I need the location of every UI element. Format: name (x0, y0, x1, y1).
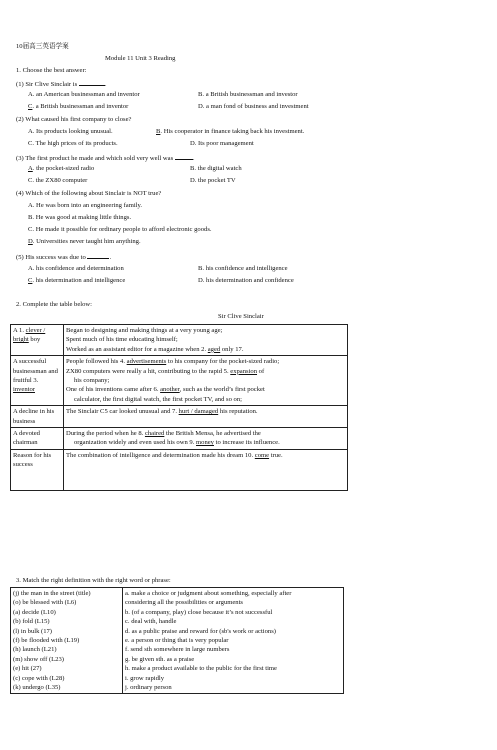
list-item: f. send sth somewhere in large numbers (125, 646, 230, 654)
question-4-option-a: A. He was born into an engineering family. (28, 202, 143, 209)
list-item: (e) hit (27) (13, 665, 42, 673)
table-row (11, 356, 348, 406)
row-label: A devoted chairman (11, 428, 64, 450)
row-content: Began to designing and making things at a very young age; Spent much of his time educating himself; Worked as an assistant editor for a magazine when 2. aged only 17. (64, 325, 348, 356)
filled-answer: advertisements (126, 358, 167, 366)
table-row (11, 588, 344, 694)
question-1-option-b: B. a British businessman and investor (198, 91, 298, 98)
list-item: (c) cope with (L28) (13, 674, 65, 682)
row-content: During the period when he 8. chaired the British Mensa, he advertised the organization widely and even used his own 9. money to increase its influence. (64, 428, 348, 450)
list-item: (a) decide (L10) (13, 608, 56, 616)
table-row (11, 325, 348, 356)
question-2-option-c: C. The high prices of its products. (28, 140, 118, 147)
question-5-option-d: D. his determination and confidence (198, 277, 294, 284)
row-label: Reason for his success (11, 449, 64, 490)
row-label: A successful businessman and fruitful 3. inventor (11, 356, 64, 406)
question-2-option-b: B. His cooperator in finance taking back his investment. (156, 128, 305, 135)
question-2-stem: (2) What caused his first company to close? (16, 116, 132, 123)
question-3-option-c: C. the ZX80 computer (28, 177, 88, 184)
list-item: j. ordinary person (125, 684, 172, 692)
filled-answer: money (196, 439, 214, 447)
filled-answer: expansion (230, 367, 258, 375)
table-row (11, 406, 348, 428)
answer-blank (175, 154, 193, 160)
list-item: (o) be blessed with (L6) (13, 599, 77, 607)
list-item: (f) be flooded with (L19) (13, 637, 80, 645)
filled-answer: hurt / damaged (178, 408, 219, 416)
matching-table (10, 587, 344, 694)
question-1-stem: (1) Sir Clive Sinclair is . (16, 81, 107, 88)
table-row (11, 428, 348, 450)
question-4-option-c: C. He made it possible for ordinary people to afford electronic goods. (28, 226, 212, 233)
word-column (11, 588, 123, 694)
list-item: i. grow rapidly (125, 674, 165, 682)
question-5-option-c: C. his determination and intelligence (28, 277, 126, 284)
list-item: e. a person or thing that is very popular (125, 637, 229, 645)
question-5-stem: (5) His success was due to . (16, 254, 112, 261)
answer-blank (79, 80, 105, 86)
list-item: b. (of a company, play) close because it’s not successful (125, 608, 273, 616)
row-content: People followed his 4. advertisements to his company for the pocket-sized radio; ZX80 computers were really a hit, contributing to the rapid 5. expansion of his company; One of his inventions came after 6. another, such as the world’s first pocket calculator, the first digital watch, the first pocket TV, and so on; (64, 356, 348, 406)
part1-heading: 1. Choose the best answer: (16, 67, 87, 74)
list-item: a. make a choice or judgment about something, especially after (125, 590, 292, 597)
row-content: The combination of intelligence and determination made his dream 10. come true. (64, 449, 348, 490)
question-5-option-b: B. his confidence and intelligence (198, 265, 288, 272)
list-item: (j) the man in the street (title) (13, 590, 91, 597)
question-3-option-b: B. the digital watch (190, 165, 242, 172)
question-3-option-a: A. the pocket-sized radio (28, 165, 95, 172)
answer-blank (87, 253, 109, 259)
module-heading: Module 11 Unit 3 Reading (105, 55, 176, 62)
row-label: A 1. clever / bright boy (11, 325, 64, 356)
question-1-option-c: C. a British businessman and inventor (28, 103, 129, 110)
question-2-option-a: A. Its products looking unusual. (28, 128, 113, 135)
list-item: d. as a public praise and reward for (sb's work or actions) (125, 627, 276, 635)
list-item: (l) in bulk (17) (13, 627, 53, 635)
part2-heading: 2. Complete the table below: (16, 301, 92, 308)
filled-answer: another (160, 386, 180, 394)
list-item: considering all the possibilities or arguments (125, 599, 243, 607)
question-5-option-a: A. his confidence and determination (28, 265, 124, 272)
worksheet-title: 10届高三英语学案 (16, 43, 69, 50)
definition-column (123, 588, 344, 694)
biography-table (10, 324, 348, 491)
list-item: (b) fold (L15) (13, 618, 50, 626)
part3-heading: 3. Match the right definition with the right word or phrase: (16, 577, 171, 584)
question-4-option-d: D. Universities never taught him anything. (28, 238, 141, 245)
list-item: (h) launch (L21) (13, 646, 57, 654)
list-item: h. make a product available to the public for the first time (125, 665, 277, 673)
question-2-option-d: D. Its poor management (190, 140, 254, 147)
filled-answer: chaired (144, 430, 165, 438)
row-content: The Sinclair C5 car looked unusual and 7. hurt / damaged his reputation. (64, 406, 348, 428)
question-1-option-a: A. an American businessman and inventor (28, 91, 140, 98)
question-3-stem: (3) The first product he made and which sold very well was . (16, 155, 195, 162)
question-4-stem: (4) Which of the following about Sinclair is NOT true? (16, 190, 162, 197)
list-item: (k) undergo (L35) (13, 684, 61, 692)
list-item: c. deal with, handle (125, 618, 177, 626)
question-1-option-d: D. a man fond of business and investment (198, 103, 309, 110)
filled-answer: come (254, 451, 270, 459)
table-title: Sir Clive Sinclair (218, 313, 264, 320)
list-item: (m) show off (L23) (13, 655, 64, 663)
list-item: g. be given sth. as a praise (125, 655, 195, 663)
question-4-option-b: B. He was good at making little things. (28, 214, 132, 221)
filled-answer: aged (207, 345, 221, 353)
question-3-option-d: D. the pocket TV (190, 177, 236, 184)
table-row (11, 449, 348, 490)
row-label: A decline in his business (11, 406, 64, 428)
